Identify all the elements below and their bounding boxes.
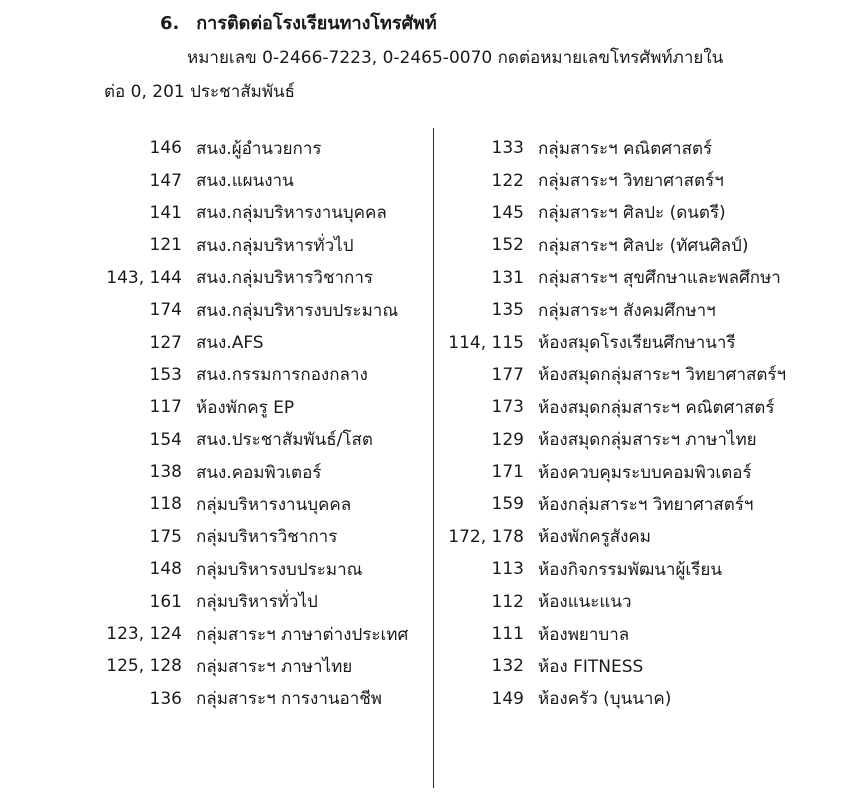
extension-row	[60, 132, 408, 164]
department-name: กลุ่มบริหารงานบุคคล	[196, 494, 352, 515]
department-name: สนง.กลุ่มบริหารงานบุคคล	[196, 203, 387, 224]
department-name: กลุ่มสาระฯ สังคมศึกษาฯ	[538, 300, 716, 321]
extension-number: 133	[491, 138, 524, 159]
extension-number: 173	[491, 397, 524, 418]
extension-row	[400, 424, 786, 456]
extension-row	[400, 650, 786, 682]
department-name: กลุ่มสาระฯ ศิลปะ (ดนตรี)	[538, 203, 726, 224]
department-name: สนง.คอมพิวเตอร์	[196, 462, 322, 483]
extension-row	[60, 553, 408, 585]
department-name: กลุ่มสาระฯ วิทยาศาสตร์ฯ	[538, 171, 724, 192]
department-name: ห้องสมุดโรงเรียนศึกษานารี	[538, 333, 736, 354]
extension-number: 132	[491, 656, 524, 677]
extension-number: 136	[149, 688, 182, 709]
extension-number: 122	[491, 170, 524, 191]
extension-number: 129	[491, 429, 524, 450]
extension-number: 149	[491, 688, 524, 709]
extension-row	[60, 521, 408, 553]
extension-number: 138	[149, 462, 182, 483]
extension-row	[60, 650, 408, 682]
extension-row	[60, 197, 408, 229]
extension-number: 172, 178	[448, 526, 524, 547]
section-number: 6.	[160, 13, 180, 34]
department-name: สนง.ประชาสัมพันธ์/โสต	[196, 430, 373, 451]
department-name: ห้องกลุ่มสาระฯ วิทยาศาสตร์ฯ	[538, 494, 754, 515]
extension-number: 148	[149, 559, 182, 580]
extension-row	[400, 618, 786, 650]
department-name: กลุ่มสาระฯ การงานอาชีพ	[196, 689, 382, 710]
department-name: ห้องครัว (บุนนาค)	[538, 689, 672, 710]
extension-row	[60, 391, 408, 423]
extension-number: 175	[149, 526, 182, 547]
extension-number: 174	[149, 300, 182, 321]
extension-number: 123, 124	[106, 624, 182, 645]
department-name: ห้องกิจกรรมพัฒนาผู้เรียน	[538, 559, 722, 580]
extension-row	[60, 164, 408, 196]
extension-row	[400, 359, 786, 391]
extension-row	[60, 262, 408, 294]
extension-row	[400, 229, 786, 261]
extension-row	[60, 456, 408, 488]
section-heading	[160, 8, 437, 37]
extension-row	[400, 553, 786, 585]
extension-number: 141	[149, 202, 182, 223]
department-name: สนง.กลุ่มบริหารงบประมาณ	[196, 300, 399, 321]
department-name: สนง.กลุ่มบริหารวิชาการ	[196, 268, 374, 289]
department-name: ห้องสมุดกลุ่มสาระฯ วิทยาศาสตร์ฯ	[538, 365, 787, 386]
extension-row	[400, 197, 786, 229]
department-name: ห้องพักครูสังคม	[538, 527, 651, 548]
extension-row	[60, 326, 408, 358]
extension-row	[400, 294, 786, 326]
extension-row	[60, 488, 408, 520]
extension-row	[400, 585, 786, 617]
department-name: ห้องแนะแนว	[538, 592, 632, 613]
extension-number: 125, 128	[106, 656, 182, 677]
department-name: กลุ่มบริหารทั่วไป	[196, 592, 318, 613]
extension-number: 146	[149, 138, 182, 159]
extension-number: 145	[491, 202, 524, 223]
department-name: สนง.แผนงาน	[196, 171, 294, 192]
intro-pr-extension: ต่อ 0, 201 ประชาสัมพันธ์	[104, 82, 296, 102]
intro-phone-numbers: หมายเลข 0-2466-7223, 0-2465-0070 กดต่อหมายเลขโทรศัพท์ภายใน	[187, 48, 724, 68]
extension-number: 161	[149, 591, 182, 612]
extension-number: 114, 115	[448, 332, 524, 353]
extension-number: 143, 144	[106, 267, 182, 288]
extension-row	[60, 359, 408, 391]
extension-number: 112	[491, 591, 524, 612]
section-title: การติดต่อโรงเรียนทางโทรศัพท์	[196, 13, 437, 34]
extension-number: 159	[491, 494, 524, 515]
department-name: ห้องควบคุมระบบคอมพิวเตอร์	[538, 462, 752, 483]
department-name: สนง.กรรมการกองกลาง	[196, 365, 368, 386]
extension-list-left	[60, 132, 408, 715]
department-name: ห้องพยาบาล	[538, 624, 630, 645]
department-name: กลุ่มสาระฯ คณิตศาสตร์	[538, 138, 713, 159]
department-name: กลุ่มสาระฯ ภาษาไทย	[196, 656, 353, 677]
extension-row	[60, 683, 408, 715]
extension-number: 117	[149, 397, 182, 418]
extension-row	[400, 164, 786, 196]
extension-number: 171	[491, 462, 524, 483]
extension-number: 147	[149, 170, 182, 191]
department-name: สนง.AFS	[196, 333, 264, 354]
department-name: กลุ่มสาระฯ สุขศึกษาและพลศึกษา	[538, 268, 781, 289]
department-name: กลุ่มบริหารวิชาการ	[196, 527, 338, 548]
department-name: ห้องสมุดกลุ่มสาระฯ คณิตศาสตร์	[538, 397, 775, 418]
extension-number: 152	[491, 235, 524, 256]
department-name: ห้องสมุดกลุ่มสาระฯ ภาษาไทย	[538, 430, 757, 451]
department-name: กลุ่มบริหารงบประมาณ	[196, 559, 363, 580]
extension-list-right	[400, 132, 786, 715]
extension-row	[400, 391, 786, 423]
extension-row	[400, 262, 786, 294]
extension-number: 121	[149, 235, 182, 256]
extension-number: 131	[491, 267, 524, 288]
extension-row	[400, 683, 786, 715]
extension-number: 113	[491, 559, 524, 580]
extension-row	[400, 132, 786, 164]
extension-number: 154	[149, 429, 182, 450]
extension-number: 127	[149, 332, 182, 353]
department-name: สนง.กลุ่มบริหารทั่วไป	[196, 235, 354, 256]
extension-number: 118	[149, 494, 182, 515]
extension-row	[60, 585, 408, 617]
extension-row	[400, 326, 786, 358]
extension-number: 153	[149, 364, 182, 385]
extension-row	[60, 424, 408, 456]
department-name: ห้อง FITNESS	[538, 656, 644, 677]
extension-row	[400, 488, 786, 520]
department-name: กลุ่มสาระฯ ภาษาต่างประเทศ	[196, 624, 409, 645]
extension-row	[60, 294, 408, 326]
extension-row	[60, 229, 408, 261]
extension-number: 111	[491, 624, 524, 645]
department-name: ห้องพักครู EP	[196, 397, 295, 418]
extension-number: 177	[491, 364, 524, 385]
extension-row	[400, 521, 786, 553]
department-name: สนง.ผู้อำนวยการ	[196, 138, 322, 159]
extension-row	[400, 456, 786, 488]
extension-number: 135	[491, 300, 524, 321]
extension-row	[60, 618, 408, 650]
department-name: กลุ่มสาระฯ ศิลปะ (ทัศนศิลป์)	[538, 235, 749, 256]
